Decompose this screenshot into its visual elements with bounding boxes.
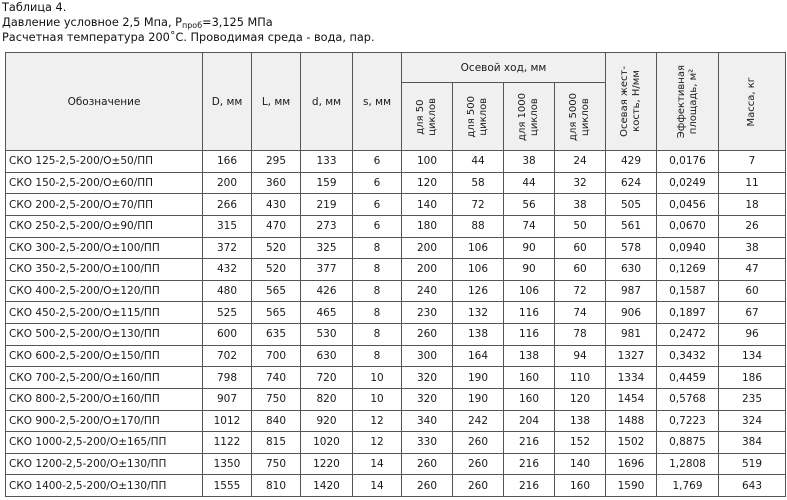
cell-stiffness: 1502 — [606, 432, 657, 454]
cell-travel-1000: 160 — [504, 388, 555, 410]
table-row — [6, 432, 786, 454]
cell-d: 530 — [301, 324, 353, 346]
cell-travel-500: 138 — [453, 324, 504, 346]
cell-D: 480 — [203, 280, 252, 302]
cell-travel-50: 200 — [402, 259, 453, 281]
cell-travel-50: 320 — [402, 388, 453, 410]
cell-mass: 324 — [719, 410, 786, 432]
cell-s: 6 — [353, 194, 402, 216]
cell-designation: СКО 800-2,5-200/О±160/ПП — [6, 388, 203, 410]
table-row — [6, 237, 786, 259]
cell-travel-50: 200 — [402, 237, 453, 259]
cell-d: 219 — [301, 194, 353, 216]
header-mass-cell — [719, 53, 786, 151]
cell-travel-5000: 60 — [555, 237, 606, 259]
cell-d: 1020 — [301, 432, 353, 454]
cell-D: 1012 — [203, 410, 252, 432]
cell-D: 1350 — [203, 453, 252, 475]
cell-travel-1000: 38 — [504, 151, 555, 173]
header-mass: Масса, кг — [746, 76, 757, 127]
cell-D: 166 — [203, 151, 252, 173]
cell-s: 14 — [353, 475, 402, 497]
cell-mass: 186 — [719, 367, 786, 389]
cell-D: 200 — [203, 172, 252, 194]
table-row — [6, 302, 786, 324]
cell-designation: СКО 1200-2,5-200/О±130/ПП — [6, 453, 203, 475]
cell-L: 815 — [252, 432, 301, 454]
header-travel-1000-cell — [504, 83, 555, 151]
cell-travel-5000: 72 — [555, 280, 606, 302]
cell-travel-5000: 50 — [555, 215, 606, 237]
cell-area: 1,769 — [657, 475, 719, 497]
header-travel-500: для 500 циклов — [466, 95, 489, 138]
cell-area: 0,0940 — [657, 237, 719, 259]
cell-L: 750 — [252, 388, 301, 410]
cell-mass: 18 — [719, 194, 786, 216]
cell-travel-5000: 160 — [555, 475, 606, 497]
table-row — [6, 151, 786, 173]
table-row — [6, 259, 786, 281]
cell-travel-500: 72 — [453, 194, 504, 216]
cell-mass: 7 — [719, 151, 786, 173]
cell-area: 0,1587 — [657, 280, 719, 302]
cell-area: 0,0670 — [657, 215, 719, 237]
cell-mass: 47 — [719, 259, 786, 281]
cell-L: 360 — [252, 172, 301, 194]
cell-d: 426 — [301, 280, 353, 302]
cell-designation: СКО 400-2,5-200/О±120/ПП — [6, 280, 203, 302]
cell-travel-1000: 216 — [504, 432, 555, 454]
cell-travel-1000: 204 — [504, 410, 555, 432]
cell-stiffness: 429 — [606, 151, 657, 173]
cell-L: 635 — [252, 324, 301, 346]
table-row — [6, 324, 786, 346]
cell-d: 820 — [301, 388, 353, 410]
cell-D: 525 — [203, 302, 252, 324]
cell-d: 377 — [301, 259, 353, 281]
cell-D: 702 — [203, 345, 252, 367]
cell-travel-50: 230 — [402, 302, 453, 324]
cell-d: 920 — [301, 410, 353, 432]
cell-mass: 38 — [719, 237, 786, 259]
cell-mass: 60 — [719, 280, 786, 302]
header-area-cell — [657, 53, 719, 151]
caption-pressure-sub: проб — [181, 21, 203, 30]
cell-travel-5000: 152 — [555, 432, 606, 454]
header-travel-5000-cell — [555, 83, 606, 151]
cell-s: 8 — [353, 324, 402, 346]
caption-pressure-value: =3,125 МПа — [202, 16, 273, 29]
cell-s: 14 — [353, 453, 402, 475]
cell-travel-500: 190 — [453, 388, 504, 410]
cell-stiffness: 1590 — [606, 475, 657, 497]
cell-travel-500: 106 — [453, 259, 504, 281]
cell-travel-500: 88 — [453, 215, 504, 237]
table-row — [6, 410, 786, 432]
header-d-inner: d, мм — [301, 53, 353, 151]
cell-s: 8 — [353, 302, 402, 324]
cell-d: 1420 — [301, 475, 353, 497]
cell-L: 295 — [252, 151, 301, 173]
table-caption — [2, 0, 782, 45]
cell-designation: СКО 900-2,5-200/О±170/ПП — [6, 410, 203, 432]
cell-travel-500: 58 — [453, 172, 504, 194]
cell-travel-50: 120 — [402, 172, 453, 194]
cell-travel-50: 260 — [402, 475, 453, 497]
cell-area: 0,1897 — [657, 302, 719, 324]
cell-travel-1000: 216 — [504, 453, 555, 475]
cell-L: 840 — [252, 410, 301, 432]
cell-stiffness: 906 — [606, 302, 657, 324]
cell-travel-500: 260 — [453, 432, 504, 454]
cell-area: 1,2808 — [657, 453, 719, 475]
cell-mass: 235 — [719, 388, 786, 410]
cell-d: 159 — [301, 172, 353, 194]
header-stiffness-cell — [606, 53, 657, 151]
cell-travel-500: 44 — [453, 151, 504, 173]
cell-d: 133 — [301, 151, 353, 173]
cell-s: 10 — [353, 388, 402, 410]
cell-travel-500: 132 — [453, 302, 504, 324]
cell-L: 750 — [252, 453, 301, 475]
table-row — [6, 453, 786, 475]
header-length: L, мм — [252, 53, 301, 151]
cell-travel-5000: 138 — [555, 410, 606, 432]
cell-travel-50: 260 — [402, 324, 453, 346]
cell-travel-1000: 90 — [504, 237, 555, 259]
cell-travel-50: 300 — [402, 345, 453, 367]
table-row — [6, 475, 786, 497]
header-travel-5000: для 5000 циклов — [568, 92, 591, 141]
caption-pressure-text: Давление условное 2,5 Мпа, P — [2, 16, 182, 29]
table-body — [6, 151, 786, 497]
cell-designation: СКО 700-2,5-200/О±160/ПП — [6, 367, 203, 389]
cell-designation: СКО 150-2,5-200/О±60/ПП — [6, 172, 203, 194]
cell-area: 0,4459 — [657, 367, 719, 389]
cell-mass: 96 — [719, 324, 786, 346]
cell-stiffness: 630 — [606, 259, 657, 281]
cell-designation: СКО 350-2,5-200/О±100/ПП — [6, 259, 203, 281]
cell-area: 0,5768 — [657, 388, 719, 410]
cell-travel-50: 340 — [402, 410, 453, 432]
cell-D: 266 — [203, 194, 252, 216]
cell-travel-5000: 94 — [555, 345, 606, 367]
cell-travel-500: 260 — [453, 453, 504, 475]
cell-s: 8 — [353, 237, 402, 259]
cell-travel-5000: 140 — [555, 453, 606, 475]
cell-travel-1000: 138 — [504, 345, 555, 367]
cell-stiffness: 1454 — [606, 388, 657, 410]
cell-D: 600 — [203, 324, 252, 346]
cell-L: 810 — [252, 475, 301, 497]
cell-mass: 67 — [719, 302, 786, 324]
cell-L: 700 — [252, 345, 301, 367]
cell-s: 8 — [353, 259, 402, 281]
cell-area: 0,0249 — [657, 172, 719, 194]
cell-d: 465 — [301, 302, 353, 324]
cell-designation: СКО 1000-2,5-200/О±165/ПП — [6, 432, 203, 454]
cell-stiffness: 1334 — [606, 367, 657, 389]
cell-D: 1122 — [203, 432, 252, 454]
header-travel-500-cell — [453, 83, 504, 151]
cell-mass: 134 — [719, 345, 786, 367]
cell-designation: СКО 125-2,5-200/О±50/ПП — [6, 151, 203, 173]
cell-travel-5000: 74 — [555, 302, 606, 324]
table-row — [6, 367, 786, 389]
cell-D: 315 — [203, 215, 252, 237]
cell-L: 740 — [252, 367, 301, 389]
cell-travel-500: 242 — [453, 410, 504, 432]
cell-travel-50: 180 — [402, 215, 453, 237]
cell-s: 6 — [353, 215, 402, 237]
table-row — [6, 172, 786, 194]
cell-stiffness: 578 — [606, 237, 657, 259]
cell-travel-50: 320 — [402, 367, 453, 389]
cell-travel-5000: 78 — [555, 324, 606, 346]
cell-s: 8 — [353, 345, 402, 367]
table-header — [6, 53, 786, 151]
cell-s: 12 — [353, 432, 402, 454]
cell-s: 10 — [353, 367, 402, 389]
cell-d: 1220 — [301, 453, 353, 475]
caption-title: Таблица 4. — [2, 1, 67, 14]
cell-designation: СКО 200-2,5-200/О±70/ПП — [6, 194, 203, 216]
cell-travel-1000: 56 — [504, 194, 555, 216]
cell-travel-5000: 110 — [555, 367, 606, 389]
cell-stiffness: 561 — [606, 215, 657, 237]
header-travel-1000: для 1000 циклов — [517, 92, 540, 141]
cell-travel-50: 330 — [402, 432, 453, 454]
cell-travel-5000: 60 — [555, 259, 606, 281]
cell-travel-50: 140 — [402, 194, 453, 216]
cell-mass: 11 — [719, 172, 786, 194]
cell-area: 0,1269 — [657, 259, 719, 281]
caption-pressure — [2, 15, 782, 30]
cell-travel-1000: 116 — [504, 302, 555, 324]
cell-s: 6 — [353, 172, 402, 194]
cell-travel-1000: 106 — [504, 280, 555, 302]
cell-D: 798 — [203, 367, 252, 389]
header-area: Эффективная площадь, м² — [675, 64, 699, 139]
cell-travel-500: 190 — [453, 367, 504, 389]
cell-travel-1000: 116 — [504, 324, 555, 346]
cell-stiffness: 624 — [606, 172, 657, 194]
cell-mass: 384 — [719, 432, 786, 454]
cell-L: 565 — [252, 302, 301, 324]
cell-s: 12 — [353, 410, 402, 432]
table-row — [6, 215, 786, 237]
table-row — [6, 194, 786, 216]
cell-d: 325 — [301, 237, 353, 259]
cell-s: 6 — [353, 151, 402, 173]
cell-designation: СКО 500-2,5-200/О±130/ПП — [6, 324, 203, 346]
cell-travel-5000: 32 — [555, 172, 606, 194]
cell-designation: СКО 450-2,5-200/О±115/ПП — [6, 302, 203, 324]
cell-stiffness: 981 — [606, 324, 657, 346]
cell-travel-1000: 160 — [504, 367, 555, 389]
caption-temperature: Расчетная температура 200˚С. Проводимая среда - вода, пар. — [2, 31, 375, 44]
cell-D: 432 — [203, 259, 252, 281]
cell-L: 520 — [252, 237, 301, 259]
table-row — [6, 345, 786, 367]
cell-travel-5000: 24 — [555, 151, 606, 173]
cell-D: 1555 — [203, 475, 252, 497]
cell-L: 430 — [252, 194, 301, 216]
cell-L: 520 — [252, 259, 301, 281]
cell-d: 273 — [301, 215, 353, 237]
cell-area: 0,0456 — [657, 194, 719, 216]
header-d-outer: D, мм — [203, 53, 252, 151]
cell-travel-5000: 38 — [555, 194, 606, 216]
header-axial-travel: Осевой ход, мм — [402, 53, 606, 83]
cell-travel-1000: 216 — [504, 475, 555, 497]
cell-travel-500: 164 — [453, 345, 504, 367]
cell-area: 0,0176 — [657, 151, 719, 173]
cell-area: 0,8875 — [657, 432, 719, 454]
cell-stiffness: 1696 — [606, 453, 657, 475]
cell-stiffness: 1327 — [606, 345, 657, 367]
cell-D: 907 — [203, 388, 252, 410]
header-travel-50-cell — [402, 83, 453, 151]
cell-designation: СКО 250-2,5-200/О±90/ПП — [6, 215, 203, 237]
cell-travel-50: 260 — [402, 453, 453, 475]
cell-travel-500: 106 — [453, 237, 504, 259]
cell-designation: СКО 1400-2,5-200/О±130/ПП — [6, 475, 203, 497]
header-travel-50: для 50 циклов — [415, 97, 438, 136]
cell-area: 0,2472 — [657, 324, 719, 346]
cell-designation: СКО 300-2,5-200/О±100/ПП — [6, 237, 203, 259]
cell-mass: 26 — [719, 215, 786, 237]
table-row — [6, 280, 786, 302]
cell-area: 0,7223 — [657, 410, 719, 432]
cell-mass: 519 — [719, 453, 786, 475]
table-row — [6, 388, 786, 410]
cell-stiffness: 1488 — [606, 410, 657, 432]
cell-L: 470 — [252, 215, 301, 237]
cell-area: 0,3432 — [657, 345, 719, 367]
cell-stiffness: 987 — [606, 280, 657, 302]
cell-stiffness: 505 — [606, 194, 657, 216]
cell-travel-50: 100 — [402, 151, 453, 173]
cell-s: 8 — [353, 280, 402, 302]
cell-travel-1000: 90 — [504, 259, 555, 281]
cell-d: 720 — [301, 367, 353, 389]
cell-d: 630 — [301, 345, 353, 367]
cell-travel-500: 260 — [453, 475, 504, 497]
cell-travel-50: 240 — [402, 280, 453, 302]
cell-L: 565 — [252, 280, 301, 302]
header-designation: Обозначение — [6, 53, 203, 151]
cell-travel-1000: 44 — [504, 172, 555, 194]
cell-travel-5000: 120 — [555, 388, 606, 410]
cell-designation: СКО 600-2,5-200/О±150/ПП — [6, 345, 203, 367]
header-thickness: s, мм — [353, 53, 402, 151]
cell-travel-1000: 74 — [504, 215, 555, 237]
cell-travel-500: 126 — [453, 280, 504, 302]
cell-mass: 643 — [719, 475, 786, 497]
compensator-spec-table — [5, 52, 786, 497]
header-stiffness: Осевая жест- кость, Н/мм — [619, 66, 642, 137]
cell-D: 372 — [203, 237, 252, 259]
